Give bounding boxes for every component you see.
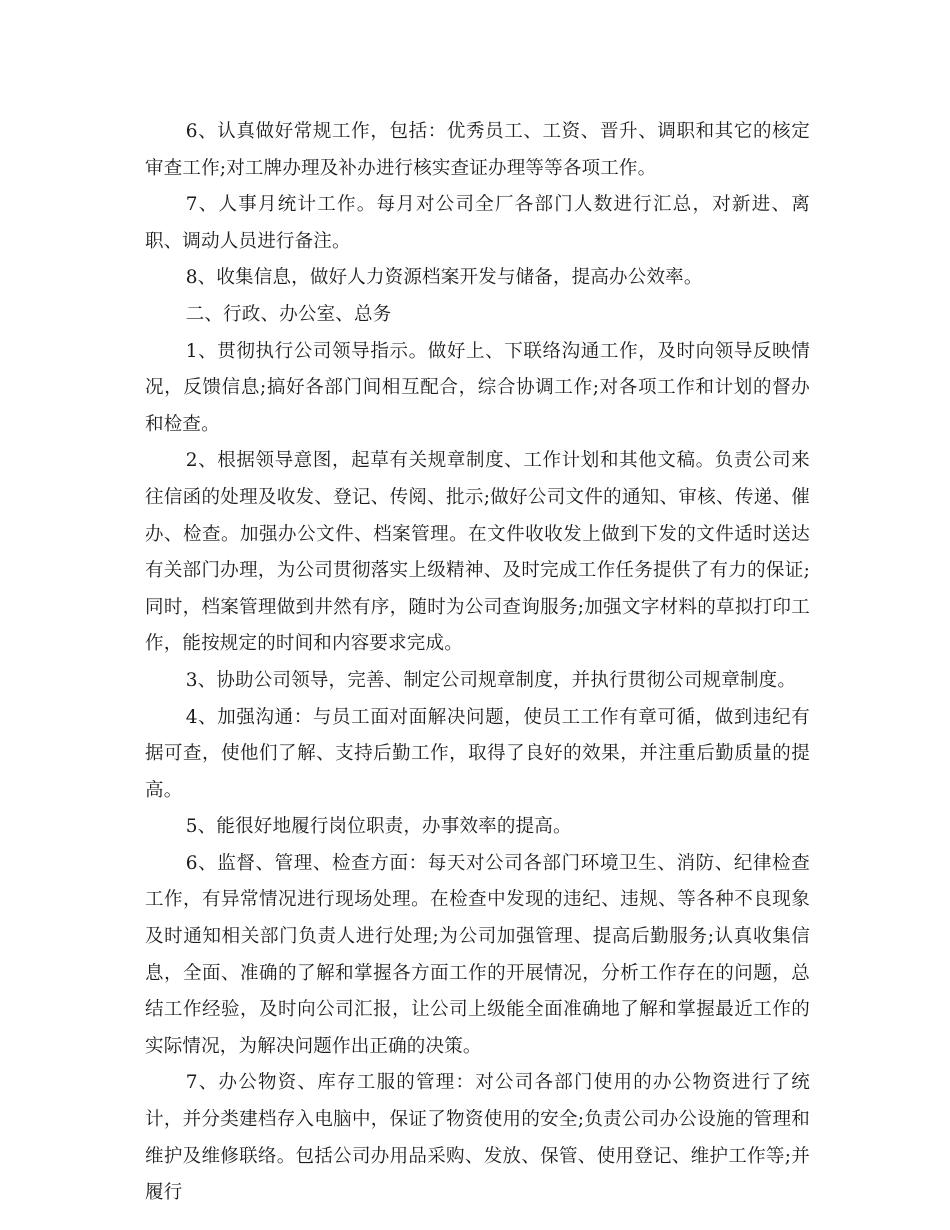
section-heading-admin-office: 二、行政、办公室、总务 <box>185 303 392 325</box>
paragraph-item-1-leadership-instructions: 1、贯彻执行公司领导指示。做好上、下联络沟通工作，及时向领导反映情况，反馈信息;搞好各部门间相互配合，综合协调工作;对各项工作和计划的督办和检查。 <box>145 340 810 435</box>
paragraph-item-5-duties: 5、能很好地履行岗位职责，办事效率的提高。 <box>185 816 572 838</box>
paragraph-item-6-routine-work: 6、认真做好常规工作，包括：优秀员工、工资、晋升、调职和其它的核定审查工作;对工牌办理及补办进行核实查证办理等等各项工作。 <box>145 121 810 179</box>
paragraph-item-7-monthly-statistics: 7、人事月统计工作。每月对公司全厂各部门人数进行汇总，对新进、离职、调动人员进行备注。 <box>145 194 810 252</box>
paragraph-item-3-regulations: 3、协助公司领导，完善、制定公司规章制度，并执行贯彻公司规章制度。 <box>185 669 797 691</box>
paragraph-item-7-office-supplies: 7、办公物资、库存工服的管理：对公司各部门使用的办公物资进行了统计，并分类建档存入电脑中，保证了物资使用的安全;负责公司办公设施的管理和维护及维修联络。包括公司办用品采购、发放、保管、使用登记、维护工作等;并履行 <box>145 1072 810 1204</box>
paragraph-item-2-drafting-documents: 2、根据领导意图，起草有关规章制度、工作计划和其他文稿。负责公司来往信函的处理及收发、登记、传阅、批示;做好公司文件的通知、审核、传递、催办、检查。加强办公文件、档案管理。在文件收收发上做到下发的文件适时送达有关部门办理，为公司贯彻落实上级精神、及时完成工作任务提供了有力的保证;同时，档案管理做到井然有序，随时为公司查询服务;加强文字材料的草拟打印工作，能按规定的时间和内容要求完成。 <box>145 450 810 655</box>
paragraph-item-4-communication: 4、加强沟通：与员工面对面解决问题，使员工工作有章可循，做到违纪有据可查，使他们了解、支持后勤工作，取得了良好的效果，并注重后勤质量的提高。 <box>145 706 810 801</box>
paragraph-item-6-supervision: 6、监督、管理、检查方面：每天对公司各部门环境卫生、消防、纪律检查工作，有异常情况进行现场处理。在检查中发现的违纪、违规、等各种不良现象及时通知相关部门负责人进行处理;为公司加强管理、提高后勤服务;认真收集信息，全面、准确的了解和掌握各方面工作的开展情况，分析工作存在的问题，总结工作经验，及时向公司汇报，让公司上级能全面准确地了解和掌握最近工作的实际情况，为解决问题作出正确的决策。 <box>145 852 810 1057</box>
document-body <box>145 114 810 1212</box>
paragraph-item-8-collect-info: 8、收集信息，做好人力资源档案开发与储备，提高办公效率。 <box>185 267 703 289</box>
